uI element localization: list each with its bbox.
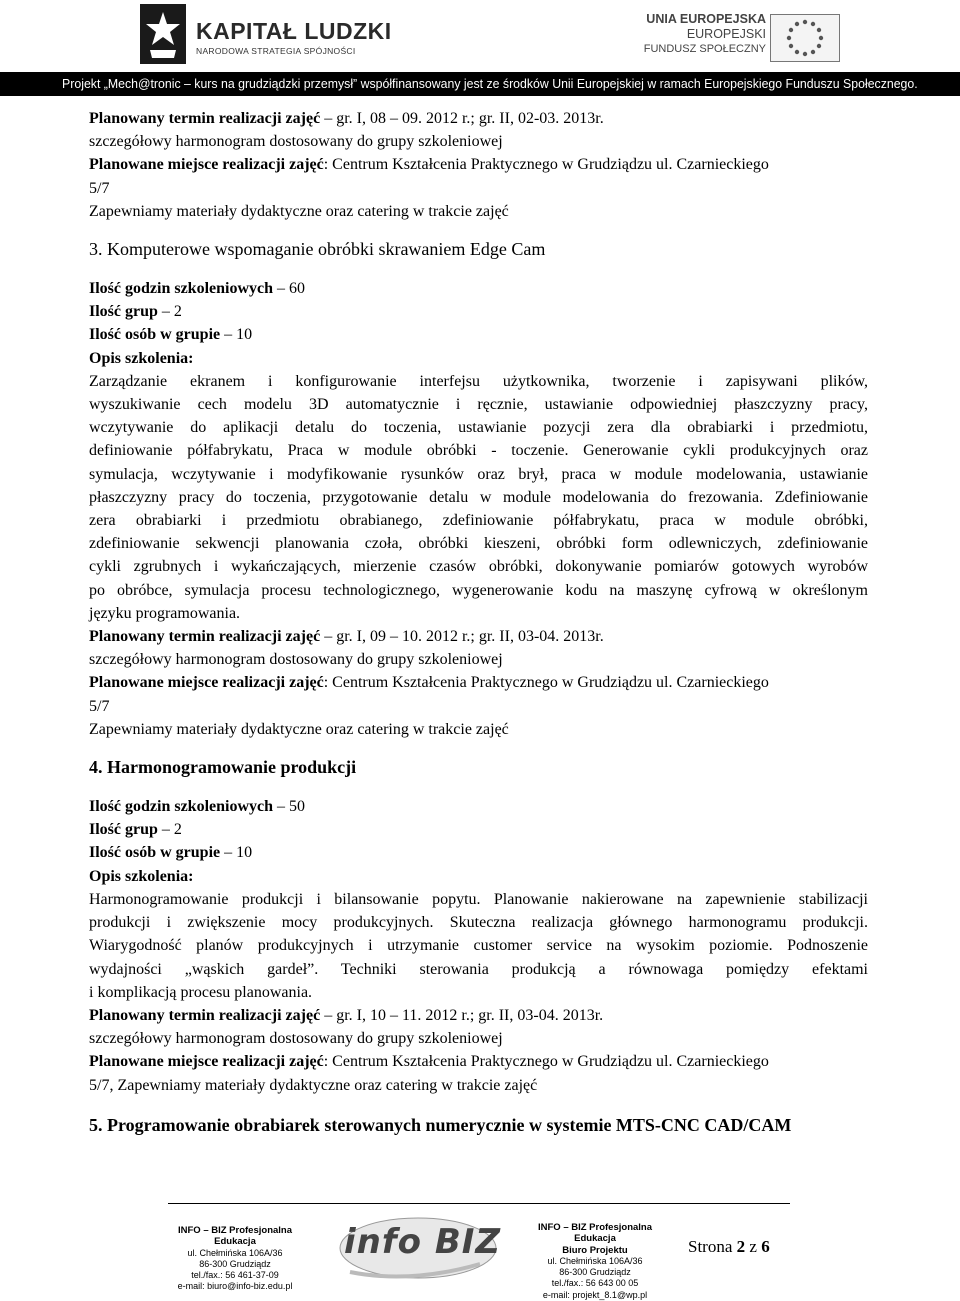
footer-contact-info-biz [160,1225,310,1293]
s4-opis-line: wydajności „wąskich gardeł”. Techniki sterowania produkcją a równowaga pomiędzy efektami [89,960,868,978]
s3-osob-label: Ilość osób w grupie [89,326,221,344]
s4-opis-line: produkcji i zwiększenie mocy produkcyjnych. Skuteczna realizacja głównego harmonogramu produkcji. [89,914,868,932]
section-4-heading-text: 4. Harmonogramowanie produkcji [89,757,357,778]
s4-miejsce-line [89,1050,868,1073]
page-number [688,1237,770,1257]
s3-opis-line: wczytywanie do aplikacji detalu do toczenia, ustawianie pozycji zera dla obrabiarki i przedmiotu, [89,419,868,437]
s4-godzin-line [89,795,868,818]
materialy-line: Zapewniamy materiały dydaktyczne oraz catering w trakcie zajęć [89,202,509,220]
document-body [89,107,868,1137]
s4-osob-value: – 10 [220,844,253,862]
s3-opis-line: Zarządzanie ekranem i konfigurowanie interfejsu użytkownika, tworzenie i zapisywani plików, [89,372,868,390]
kapital-ludzki-subtitle: NARODOWA STRATEGIA SPÓJNOŚCI [196,46,356,56]
s3-godzin-label: Ilość godzin szkoleniowych [89,280,274,298]
page-total: 6 [761,1237,770,1256]
footer-col2-street: ul. Chełmińska 106A/36 [547,1255,643,1266]
s4-opis-label-text: Opis szkolenia: [89,867,194,885]
footer-col1-email: e-mail: biuro@info-biz.edu.pl [177,1281,293,1292]
s3-osob-value: – 10 [220,326,253,344]
s4-termin-value: – gr. I, 10 – 11. 2012 r.; gr. II, 03-04. 2013r. [320,1006,604,1024]
termin-label: Planowany termin realizacji zajęć [89,110,321,127]
ue-line-2: EUROPEJSKI [686,27,766,41]
ue-line-3: FUNDUSZ SPOŁECZNY [643,43,766,55]
s3-grup-label: Ilość grup [89,303,158,321]
s3-miejsce-label: Planowane miejsce realizacji zajęć [89,674,324,692]
footer-contact-biuro-projektu [520,1222,670,1301]
s3-opis-label [89,347,868,370]
s3-opis-paragraph [89,370,868,602]
miejsce-line [89,153,868,176]
s3-opis-line: zera obrabiarki i przedmiotu obrabianego, zdefiniowanie półfabrykatu, praca w module obróbki, [89,512,868,530]
s3-opis-line: zdefiniowanie sekwencji planowania czoła, obróbki kieszeni, obróbki form odlewniczych, zdefiniowanie [89,535,868,553]
miejsce-value: : Centrum Kształcenia Praktycznego w Grudziądzu ul. Czarnieckiego [323,156,769,174]
s4-grup-value: – 2 [157,821,182,839]
project-banner [0,72,960,96]
s3-harmonogram-line: szczegółowy harmonogram dostosowany do grupy szkoleniowej [89,651,503,669]
s4-osob-label: Ilość osób w grupie [89,844,221,862]
info-biz-logo-text: info BIZ [344,1222,502,1262]
s3-opis-line: płaszczyzny pracy do toczenia, przygotowanie detalu w module modelowania do frezowania. Zdefiniowanie [89,488,868,506]
s3-godzin-value: – 60 [273,280,306,298]
s4-godzin-label: Ilość godzin szkoleniowych [89,798,274,816]
section-4-heading [89,755,868,779]
s3-opis-line: wyszukiwanie cech modelu 3D automatycznie i ręcznie, ustawianie odpowiedniej płaszczyzny pracy, [89,396,868,414]
s3-opis-last-line: języku programowania. [89,604,241,622]
footer-col2-city: 86-300 Grudziądz [559,1267,631,1278]
s4-osob-line [89,841,868,864]
s3-termin-label: Planowany termin realizacji zajęć [89,628,321,646]
s3-termin-value: – gr. I, 09 – 10. 2012 r.; gr. II, 03-04. 2013r. [320,628,604,646]
termin-line [89,107,868,130]
s3-opis-line: po obróbce, symulacja procesu technologicznego, wygenerowanie kodu na maszynę cyfrową w określonym [89,581,868,599]
miejsce-label: Planowane miejsce realizacji zajęć [89,156,324,174]
s4-opis-paragraph [89,888,868,981]
s4-miejsce-label: Planowane miejsce realizacji zajęć [89,1053,324,1071]
s3-miejsce-value: : Centrum Kształcenia Praktycznego w Grudziądzu ul. Czarnieckiego [323,674,769,692]
info-biz-logo [330,1212,500,1284]
s4-opis-last-line: i komplikacją procesu planowania. [89,983,313,1001]
page-word: Strona [688,1237,733,1256]
kapital-ludzki-logo [140,4,392,66]
s4-harmonogram-line: szczegółowy harmonogram dostosowany do grupy szkoleniowej [89,1030,503,1048]
s4-opis-line: Wiarygodność planów produkcyjnych i utrzymanie customer service na wysokim poziomie. Podnoszenie [89,937,868,955]
s3-opis-label-text: Opis szkolenia: [89,349,194,367]
section-5-heading [89,1113,868,1137]
footer-col1-street: ul. Chełmińska 106A/36 [187,1247,283,1258]
s3-materialy-line: Zapewniamy materiały dydaktyczne oraz catering w trakcie zajęć [89,720,509,738]
eu-flag-icon [770,14,840,62]
s4-termin-line [89,1004,868,1027]
s4-grup-line [89,818,868,841]
footer-col1-title: INFO – BIZ Profesjonalna Edukacja [177,1225,293,1248]
footer-col2-title: INFO – BIZ Profesjonalna Edukacja [537,1222,653,1245]
footer-col2-subtitle: Biuro Projektu [562,1244,628,1256]
s3-godzin-line [89,277,868,300]
s3-osob-line [89,323,868,346]
ue-text [644,12,766,57]
s3-opis-line: symulacja, wczytywanie i modyfikowanie rysunków oraz brył, praca w module modelowania, ustawianie [89,465,868,483]
section-5-heading-text: 5. Programowanie obrabiarek sterowanych numerycznie w systemie MTS-CNC CAD/CAM [89,1114,792,1135]
s3-opis-line: definiowanie półfabrykatu, Praca w module obróbki - toczenie. Generowanie cykli produkcyjnych oraz [89,442,868,460]
s4-miejsce-continuation: 5/7, Zapewniamy materiały dydaktyczne oraz catering w trakcie zajęć [89,1076,538,1094]
termin-value: – gr. I, 08 – 09. 2012 r.; gr. II, 02-03. 2013r. [320,110,604,127]
footer-col1-city: 86-300 Grudziądz [199,1258,271,1269]
page-current: 2 [736,1237,746,1256]
s3-miejsce-continuation: 5/7 [89,697,110,715]
s4-grup-label: Ilość grup [89,821,158,839]
s4-miejsce-value: : Centrum Kształcenia Praktycznego w Grudziądzu ul. Czarnieckiego [323,1053,769,1071]
footer-col2-email: e-mail: projekt_8.1@wp.pl [542,1289,648,1300]
s4-opis-label [89,865,868,888]
s3-grup-line [89,300,868,323]
footer-col1-phone: tel./fax.: 56 461-37-09 [191,1270,279,1281]
ue-line-1: UNIA EUROPEJSKA [646,12,766,26]
s3-grup-value: – 2 [157,303,182,321]
kapital-ludzki-title: KAPITAŁ LUDZKI [196,18,392,44]
harmonogram-line: szczegółowy harmonogram dostosowany do grupy szkoleniowej [89,133,503,151]
page-separator: z [749,1237,757,1256]
miejsce-continuation: 5/7 [89,179,110,197]
s3-termin-line [89,625,868,648]
s4-godzin-value: – 50 [273,798,306,816]
section-3-heading: 3. Komputerowe wspomaganie obróbki skrawaniem Edge Cam [89,239,546,260]
ue-efs-logo [640,12,840,68]
s3-miejsce-line [89,671,868,694]
footer-divider [168,1203,790,1204]
s4-termin-label: Planowany termin realizacji zajęć [89,1006,321,1024]
footer-col2-phone: tel./fax.: 56 643 00 05 [551,1278,639,1289]
s4-opis-line: Harmonogramowanie produkcji i bilansowanie popytu. Planowanie nakierowane na zapewnienie stabilizacji [89,890,868,908]
project-banner-text: Projekt „Mech@tronic – kurs na grudziądzki przemysł” współfinansowany jest ze środków Unii Europejskiej w ramach Europejskiego Funduszu Społecznego. [62,77,918,91]
kapital-ludzki-emblem-icon [140,4,186,64]
s3-opis-line: cykli zgrubnych i wykańczających, mierzenie czasów obróbki, dokonywanie pomiarów gotowych wyrobów [89,558,868,576]
